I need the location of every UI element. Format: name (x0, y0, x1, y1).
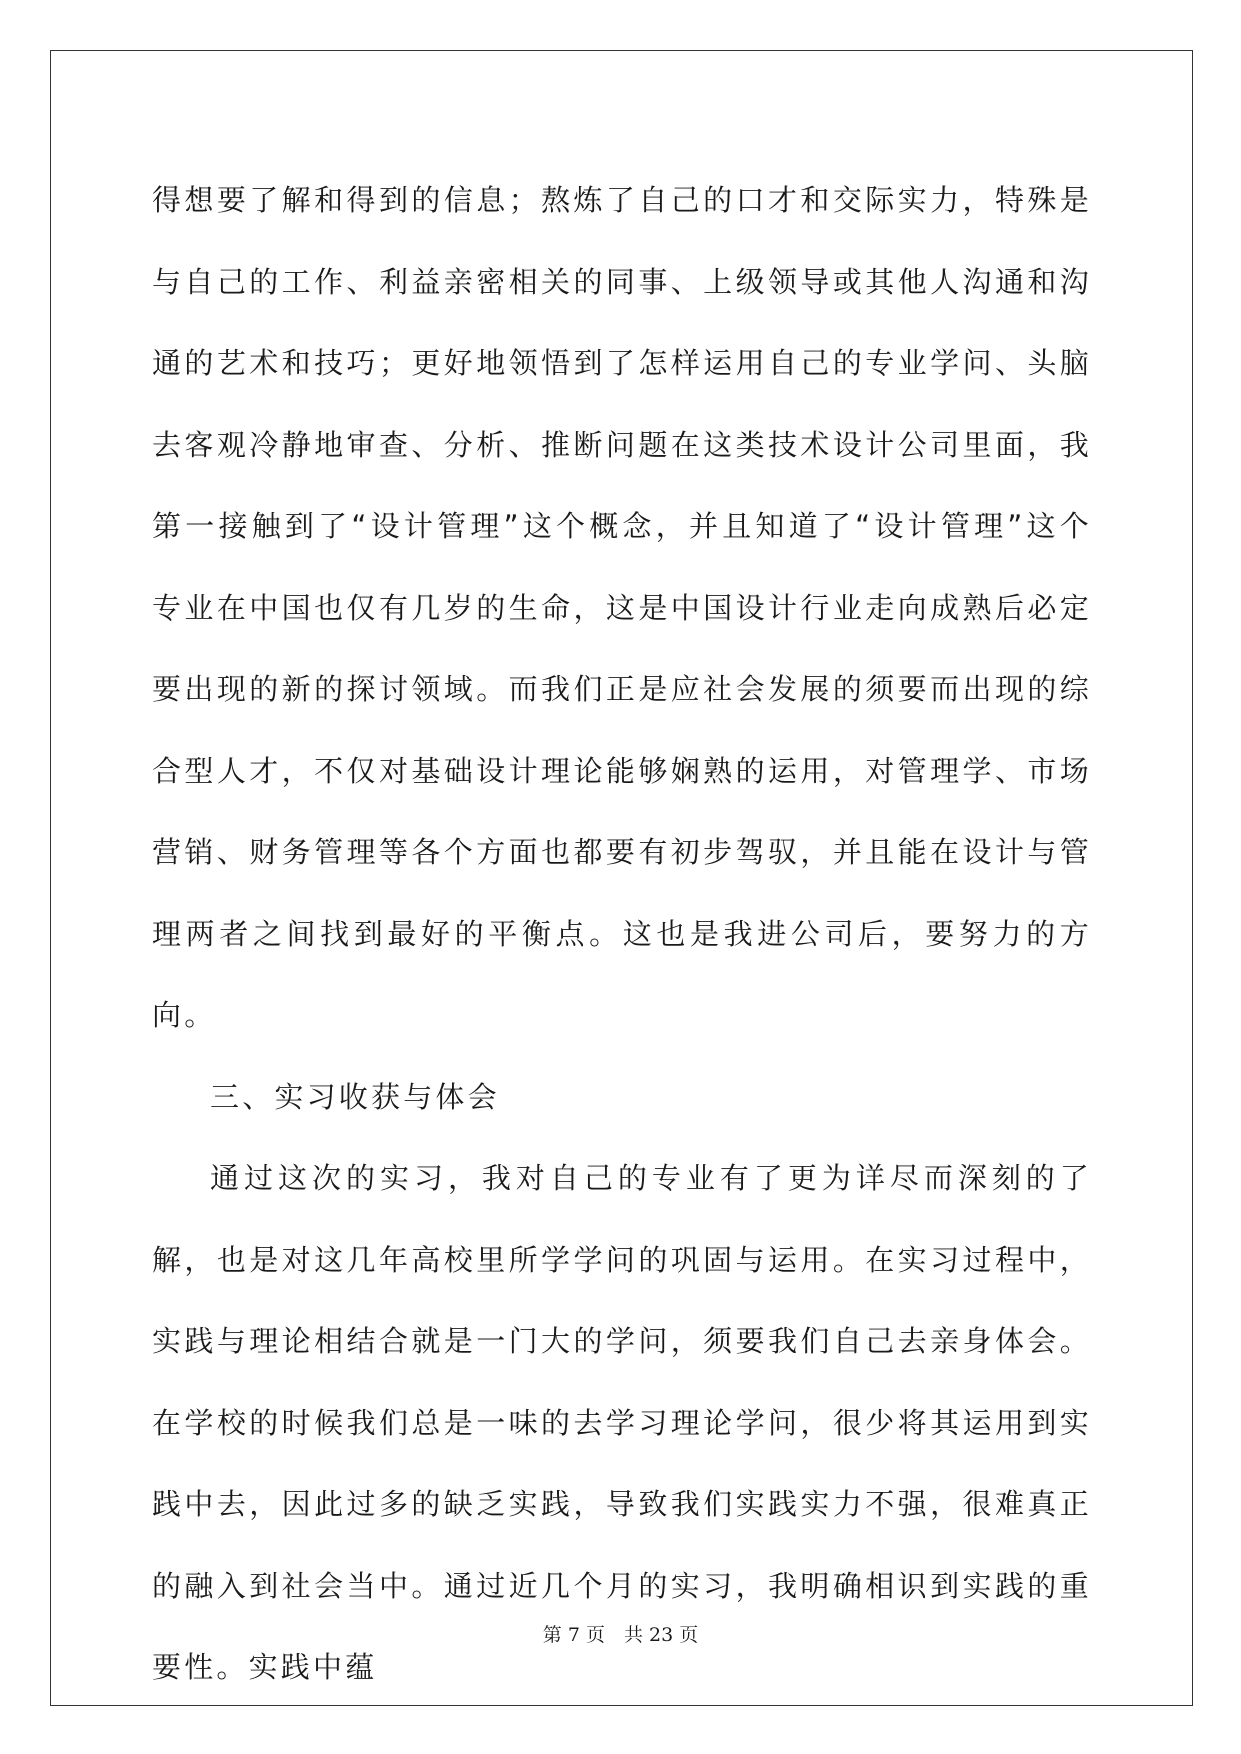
page-footer: 第 7 页 共 23 页 (542, 1624, 699, 1646)
section-heading: 三、实习收获与体会 (210, 1079, 500, 1114)
paragraph-internship-gains: 通过这次的实习，我对自己的专业有了更为详尽而深刻的了解，也是对这几年高校里所学学问的巩固与运用。在实习过程中，实践与理论相结合就是一门大的学问，须要我们自己去亲身体会。在学校的时候我们总是一味的去学习理论学问，很少将其运用到实践中去，因此过多的缺乏实践，导致我们实践实力不强，很难真正的融入到社会当中。通过近几个月的实习，我明确相识到实践的重要性。实践中蕴 (152, 1161, 1092, 1684)
document-body (152, 160, 1092, 1709)
paragraph-continuation: 得想要了解和得到的信息；熬炼了自己的口才和交际实力，特殊是与自己的工作、利益亲密相关的同事、上级领导或其他人沟通和沟通的艺术和技巧；更好地领悟到了怎样运用自己的专业学问、头脑去客观冷静地审查、分析、推断问题在这类技术设计公司里面，我第一接触到了“设计管理”这个概念，并且知道了“设计管理”这个专业在中国也仅有几岁的生命，这是中国设计行业走向成熟后必定要出现的新的探讨领域。而我们正是应社会发展的须要而出现的综合型人才，不仅对基础设计理论能够娴熟的运用，对管理学、市场营销、财务管理等各个方面也都要有初步驾驭，并且能在设计与管理两者之间找到最好的平衡点。这也是我进公司后，要努力的方向。 (152, 183, 1092, 1032)
